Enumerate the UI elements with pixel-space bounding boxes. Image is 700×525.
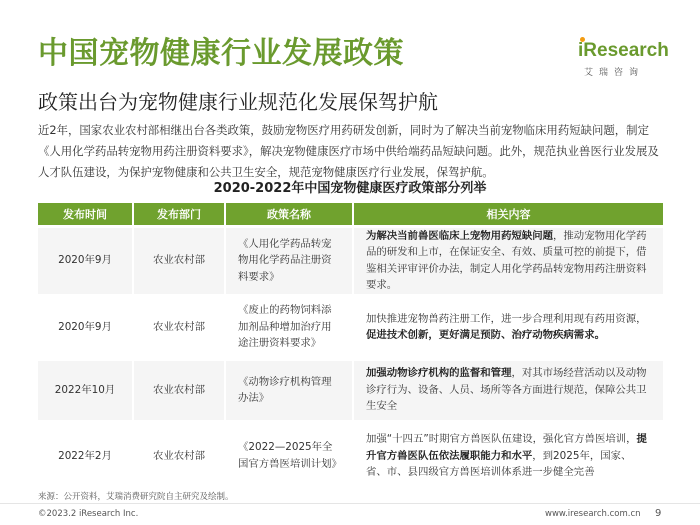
page-title: 中国宠物健康行业发展政策: [38, 36, 404, 71]
logo-chinese-name: 艾瑞咨询: [584, 68, 645, 78]
cell-date: 2020年9月: [38, 295, 133, 359]
header-content: 相关内容: [353, 203, 663, 226]
content-text: ，推动宠物用化学药品的研发和上市，在保证安全、有效、质量可控的前提下，借鉴相关评审评价办法，制定人用化学药品转宠物用药注册资料要求。: [366, 229, 647, 291]
cell-policy-name: 《人用化学药品转宠物用化学药品注册资料要求》: [225, 226, 353, 295]
cell-date: 2022年10月: [38, 359, 133, 421]
cell-dept: 农业农村部: [133, 295, 225, 359]
cell-date: 2020年9月: [38, 226, 133, 295]
header-dept: 发布部门: [133, 203, 225, 226]
footer-divider: [0, 503, 700, 504]
page-subtitle: 政策出台为宠物健康行业规范化发展保驾护航: [38, 90, 438, 114]
cell-dept: 农业农村部: [133, 226, 225, 295]
content-highlight: 为解决当前兽医临床上宠物用药短缺问题: [366, 229, 554, 242]
copyright: ©2023.2 iResearch Inc.: [38, 509, 139, 519]
iresearch-logo: [578, 40, 669, 84]
logo-wordmark: iResearch: [578, 40, 669, 61]
table-title: 2020-2022年中国宠物健康医疗政策部分列举: [213, 181, 487, 196]
cell-policy-name: 《动物诊疗机构管理办法》: [225, 359, 353, 421]
intro-paragraph: 近2年，国家农业农村部相继出台各类政策，鼓励宠物医疗用药研发创新，同时为了解决当前宠物临床用药短缺问题，制定《人用化学药品转宠物用药注册资料要求》，解决宠物健康医疗市场中供给端药品短缺问题。此外，规范执业兽医行业发展及人才队伍建设，为保护宠物健康和公共卫生安全，规范宠物健康医疗行业发展，保驾护航。: [38, 123, 659, 179]
content-text: 加强“十四五”时期官方兽医队伍建设，强化官方兽医培训，: [366, 433, 637, 445]
policy-table: [38, 203, 663, 489]
content-highlight: 提升官方兽医队伍依法履职能力和水平: [366, 433, 647, 462]
table-row: [38, 421, 663, 489]
source-note: 来源：公开资料，艾瑞消费研究院自主研究及绘制。: [38, 492, 234, 502]
header-date: 发布时间: [38, 203, 133, 226]
cell-content: [353, 295, 663, 359]
cell-policy-name: 《废止的药物饲料添加剂品种增加治疗用途注册资料要求》: [225, 295, 353, 359]
table-row: [38, 295, 663, 359]
cell-content: [353, 226, 663, 295]
cell-dept: 农业农村部: [133, 359, 225, 421]
website-link[interactable]: www.iresearch.com.cn: [545, 509, 641, 519]
table-row: [38, 359, 663, 421]
content-text: ，对其市场经营活动以及动物诊疗行为、设备、人员、场所等各方面进行规范，保障公共卫生安全: [366, 367, 647, 413]
cell-policy-name: 《2022—2025年全国官方兽医培训计划》: [225, 421, 353, 489]
content-text: 加快推进宠物兽药注册工作，进一步合理利用现有药用资源，: [366, 312, 647, 325]
cell-date: 2022年2月: [38, 421, 133, 489]
cell-content: [353, 421, 663, 489]
table-row: [38, 226, 663, 295]
content-highlight: 促进技术创新，更好满足预防、治疗动物疾病需求。: [366, 329, 605, 341]
header-policy-name: 政策名称: [225, 203, 353, 226]
content-text-tail: ，到2025年，国家、省、市、县四级官方兽医培训体系进一步健全完善: [366, 449, 632, 478]
page-number: 9: [655, 508, 662, 519]
cell-content: [353, 359, 663, 421]
content-highlight: 加强动物诊疗机构的监督和管理: [366, 367, 512, 380]
table-header-row: [38, 203, 663, 226]
cell-dept: 农业农村部: [133, 421, 225, 489]
